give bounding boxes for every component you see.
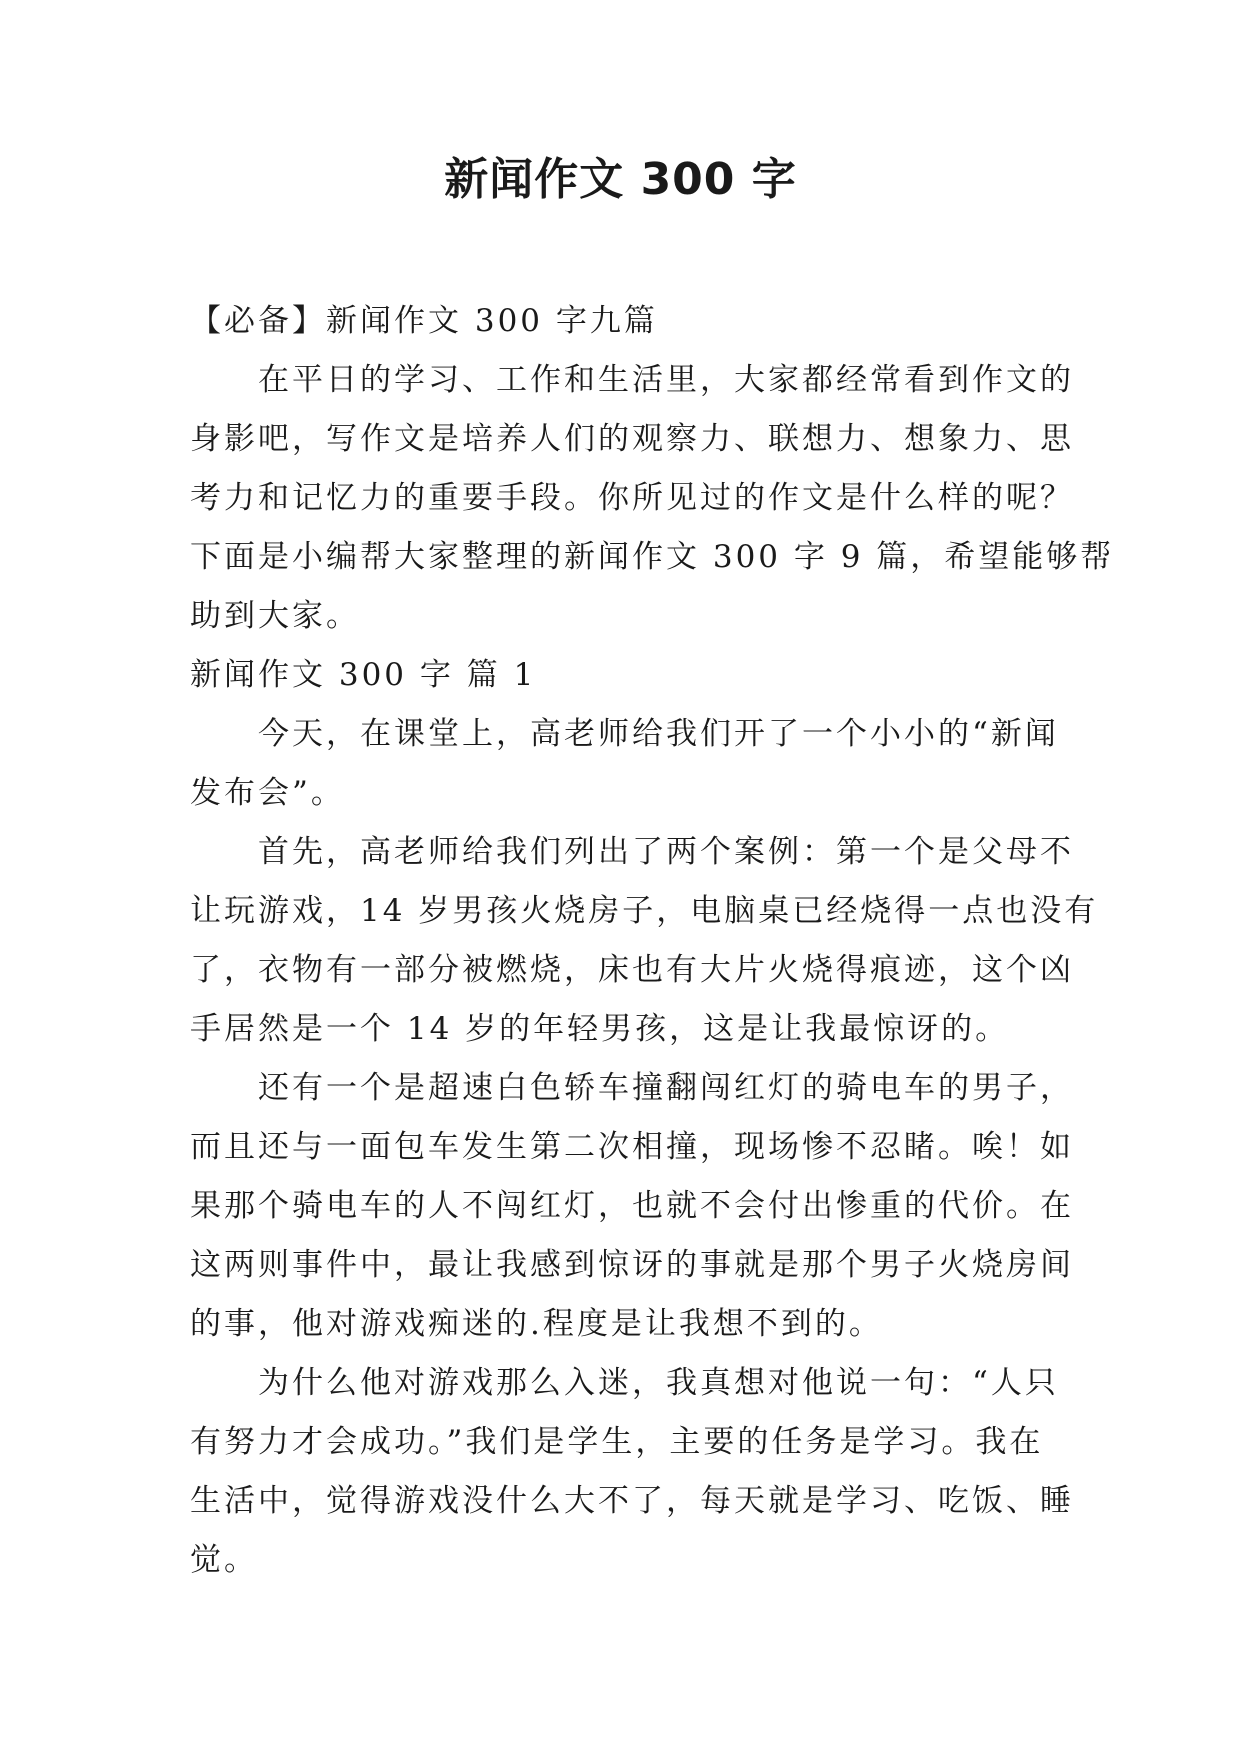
text-line: 果那个骑电车的人不闯红灯，也就不会付出惨重的代价。在 bbox=[190, 1188, 1074, 1224]
text-line: 手居然是一个 14 岁的年轻男孩，这是让我最惊讶的。 bbox=[190, 1011, 1010, 1047]
text-line: 有努力才会成功。”我们是学生，主要的任务是学习。我在 bbox=[190, 1424, 1044, 1460]
text-line: 【必备】新闻作文 300 字九篇 bbox=[190, 303, 658, 339]
text-line: 还有一个是超速白色轿车撞翻闯红灯的骑电车的男子， bbox=[258, 1070, 1074, 1106]
document-title: 新闻作文 300 字 bbox=[444, 154, 797, 205]
text-line: 考力和记忆力的重要手段。你所见过的作文是什么样的呢？ bbox=[190, 480, 1074, 516]
text-line: 而且还与一面包车发生第二次相撞，现场惨不忍睹。唉！如 bbox=[190, 1129, 1074, 1165]
text-line: 下面是小编帮大家整理的新闻作文 300 字 9 篇，希望能够帮 bbox=[190, 539, 1115, 575]
text-line: 这两则事件中，最让我感到惊讶的事就是那个男子火烧房间 bbox=[190, 1247, 1074, 1283]
text-line: 助到大家。 bbox=[190, 598, 360, 634]
text-line: 觉。 bbox=[190, 1542, 258, 1578]
text-line: 在平日的学习、工作和生活里，大家都经常看到作文的 bbox=[258, 362, 1074, 398]
text-line: 身影吧，写作文是培养人们的观察力、联想力、想象力、思 bbox=[190, 421, 1074, 457]
text-line: 让玩游戏，14 岁男孩火烧房子，电脑桌已经烧得一点也没有 bbox=[190, 893, 1099, 929]
text-line: 为什么他对游戏那么入迷，我真想对他说一句：“人只 bbox=[258, 1365, 1059, 1401]
section-heading: 新闻作文 300 字 篇 1 bbox=[190, 657, 537, 693]
text-line: 生活中，觉得游戏没什么大不了，每天就是学习、吃饭、睡 bbox=[190, 1483, 1074, 1519]
text-line: 了，衣物有一部分被燃烧，床也有大片火烧得痕迹，这个凶 bbox=[190, 952, 1074, 988]
document-body bbox=[190, 292, 1115, 1590]
text-line: 的事，他对游戏痴迷的.程度是让我想不到的。 bbox=[190, 1306, 883, 1342]
text-line: 发布会”。 bbox=[190, 775, 345, 811]
text-line: 首先，高老师给我们列出了两个案例：第一个是父母不 bbox=[258, 834, 1074, 870]
text-line: 今天，在课堂上，高老师给我们开了一个小小的“新闻 bbox=[258, 716, 1059, 752]
